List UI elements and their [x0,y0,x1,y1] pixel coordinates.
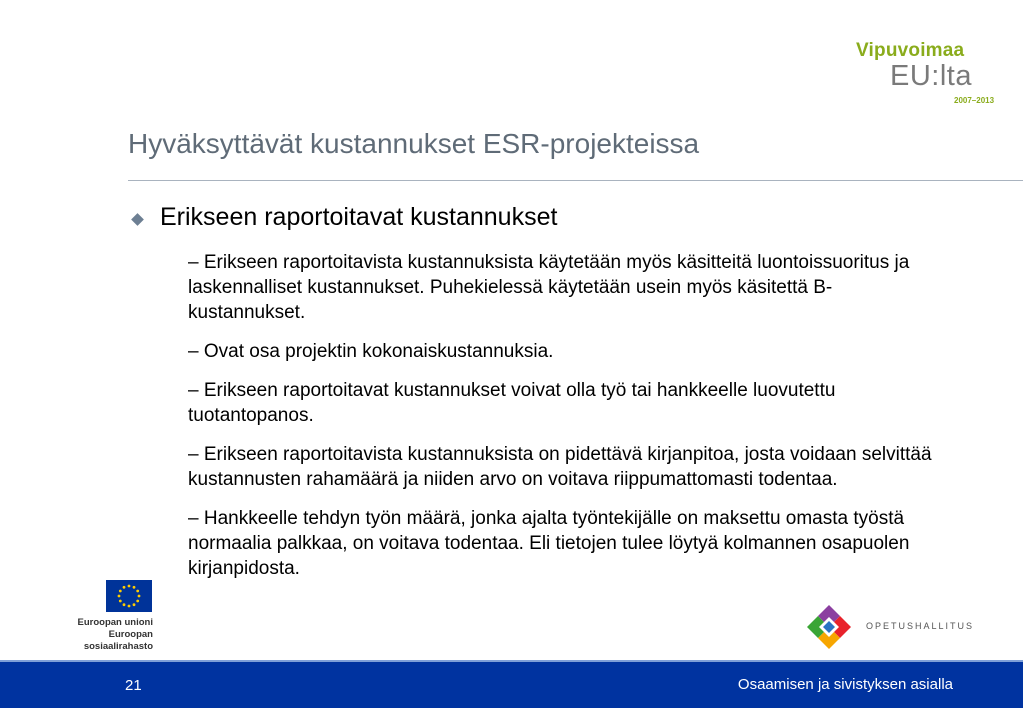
eu-flag-icon [106,580,152,612]
bullet-heading: Erikseen raportoitavat kustannukset [160,203,558,231]
oph-diamond-icon [805,603,853,651]
title-divider [128,180,1023,181]
sub-bullet-item: – Erikseen raportoitavista kustannuksista käytetään myös käsitteitä luontoissuoritus ja laskennalliset kustannukset. Puhekielessä käytetään usein myös käsitettä B-kustannukset. [188,252,910,323]
eu-line-1: Euroopan unioni [77,617,153,628]
vipuvoimaa-logo [852,40,995,110]
eu-logo-text [47,617,153,653]
logo-years-text: 2007–2013 [954,96,995,105]
sub-bullet-list [188,250,948,595]
eu-line-2: Euroopan sosiaalirahasto [83,629,153,652]
sub-bullet-item: – Erikseen raportoitavat kustannukset voivat olla työ tai hankkeelle luovutettu tuotantopanos. [188,380,836,426]
oph-logo-text: OPETUSHALLITUS [866,621,975,631]
sub-bullet-item: – Ovat osa projektin kokonaiskustannuksia. [188,341,554,362]
sub-bullet-item: – Erikseen raportoitavista kustannuksista on pidettävä kirjanpitoa, josta voidaan selvittää kustannusten rahamäärä ja niiden arvo on voitava riippumattomasti todentaa. [188,444,932,490]
diamond-bullet-icon [131,213,144,226]
footer-divider [0,660,1023,662]
logo-eulta-text: EU:lta [890,60,972,92]
sub-bullet-item: – Hankkeelle tehdyn työn määrä, jonka ajalta työntekijälle on maksettu omasta työstä normaalia palkkaa, on voitava todentaa. Eli tietojen tulee löytyä kolmannen osapuolen kirjanpidosta. [188,508,910,579]
page-number: 21 [125,677,142,694]
logo-vipuvoimaa-text: Vipuvoimaa [856,40,965,61]
footer-tagline: Osaamisen ja sivistyksen asialla [737,676,953,693]
slide-title: Hyväksyttävät kustannukset ESR-projekteissa [128,128,700,159]
